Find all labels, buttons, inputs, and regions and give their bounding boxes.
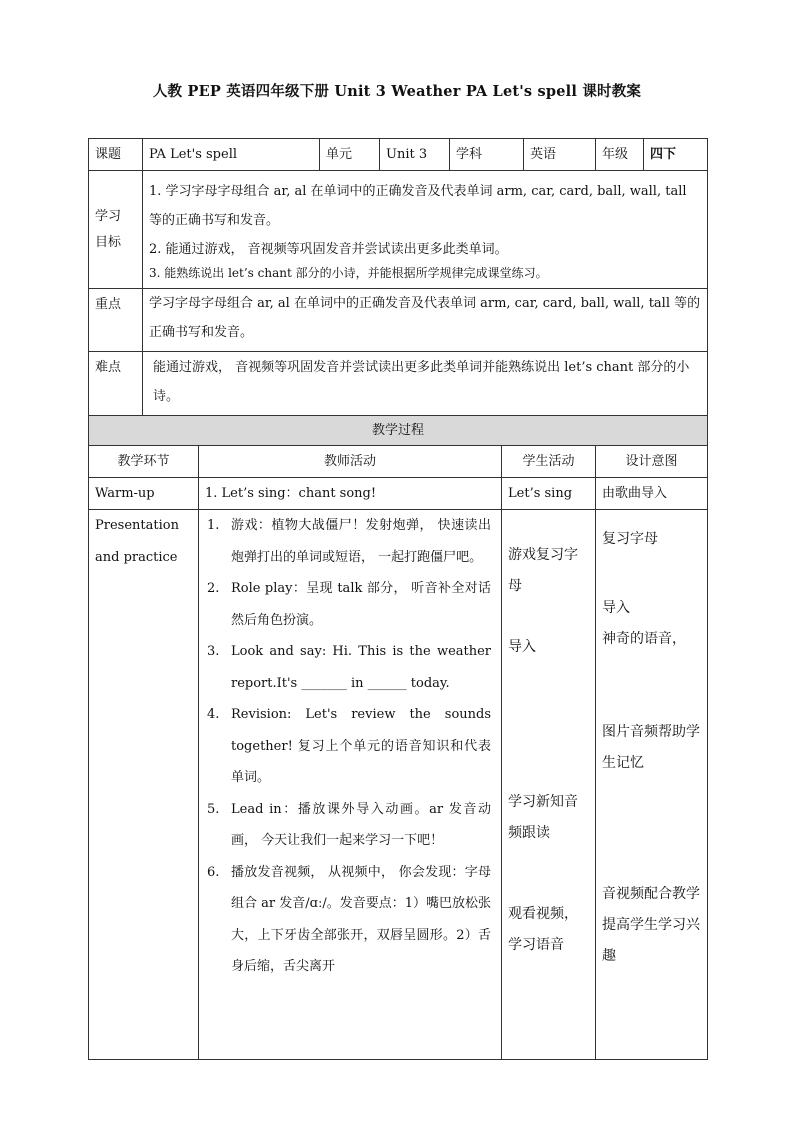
subject-value: 英语 (524, 139, 596, 171)
key-points-label: 重点 (89, 289, 143, 352)
goals-label-line2: 目标 (95, 234, 122, 250)
step-number: 6. (207, 864, 220, 880)
design-intent: 复习字母 (602, 531, 659, 547)
column-header-stage: 教学环节 (89, 446, 199, 478)
student-activity: 观看视频，学习语音 (508, 906, 579, 953)
goals-label (89, 171, 143, 289)
design-intent: 音视频配合教学提高学生学习兴趣 (602, 886, 701, 964)
warmup-stage: Warm-up (89, 478, 199, 510)
step-number: 1. (207, 518, 220, 533)
design-intent: 图片音频帮助学生记忆 (602, 724, 701, 771)
student-activity: 学习新知音频跟读 (508, 794, 579, 841)
goals-content (143, 171, 708, 289)
lesson-plan-table (88, 138, 707, 1060)
design-intent: 导入 (602, 600, 631, 616)
presentation-stage-line1: Presentation (95, 518, 179, 533)
step-text: 游戏：植物大战僵尸！发射炮弹， 快速读出炮弹打出的单词或短语， 一起打跑僵尸吧。 (231, 518, 492, 565)
grade-label: 年级 (596, 139, 644, 171)
teacher-step (201, 573, 491, 636)
teacher-step (201, 794, 491, 857)
step-text: Role play：呈现 talk 部分， 听音补全对话然后角色扮演。 (231, 581, 492, 628)
step-text: Revision: Let's review the sounds together! 复习上个单元的语音知识和代表单词。 (231, 707, 492, 785)
column-header-student: 学生活动 (502, 446, 596, 478)
step-text: Look and say: Hi. This is the weather report.It's _______ in ______ today. (231, 644, 492, 691)
presentation-stage (89, 510, 199, 1060)
grade-value: 四下 (644, 139, 708, 171)
teacher-step (201, 699, 491, 794)
presentation-teacher (199, 510, 502, 1060)
design-intent: 神奇的语音， (602, 631, 687, 647)
unit-label: 单元 (320, 139, 380, 171)
goal-item: 3. 能熟练说出 let’s chant 部分的小诗，并能根据所学规律完成课堂练习。 (149, 266, 548, 280)
warmup-teacher: 1. Let’s sing：chant song! (199, 478, 502, 510)
teacher-step (201, 636, 491, 699)
topic-value: PA Let's spell (143, 139, 320, 171)
presentation-intent (596, 510, 708, 1060)
goal-item: 1. 学习字母字母组合 ar, al 在单词中的正确发音及代表单词 arm, car, card, ball, wall, tall 等的正确书写和发音。 (149, 184, 687, 228)
warmup-student: Let’s sing (502, 478, 596, 510)
student-activity: 游戏复习字母 (508, 547, 579, 594)
document-title: 人教 PEP 英语四年级下册 Unit 3 Weather PA Let's spell 课时教案 (152, 83, 642, 100)
step-number: 2. (207, 581, 220, 596)
column-header-teacher: 教师活动 (199, 446, 502, 478)
unit-value: Unit 3 (380, 139, 450, 171)
subject-label: 学科 (450, 139, 524, 171)
topic-label: 课题 (89, 139, 143, 171)
step-number: 5. (207, 801, 220, 817)
process-heading: 教学过程 (89, 416, 708, 446)
difficulties-label: 难点 (89, 352, 143, 416)
presentation-stage-line2: and practice (95, 550, 178, 565)
step-number: 4. (207, 707, 220, 722)
presentation-student (502, 510, 596, 1060)
teacher-step (201, 857, 491, 983)
column-header-intent: 设计意图 (596, 446, 708, 478)
warmup-intent: 由歌曲导入 (596, 478, 708, 510)
goals-label-line1: 学习 (95, 208, 122, 224)
teacher-step (201, 510, 491, 573)
goal-item: 2. 能通过游戏， 音视频等巩固发音并尝试读出更多此类单词。 (149, 242, 508, 257)
difficulties-text: 能通过游戏， 音视频等巩固发音并尝试读出更多此类单词并能熟练说出 let’s chant 部分的小诗。 (143, 352, 708, 416)
step-text: 播放发音视频， 从视频中， 你会发现：字母组合 ar 发音/ɑː/。发音要点：1）嘴巴放松张大，上下牙齿全部张开，双唇呈圆形。2）舌身后缩，舌尖离开 (231, 864, 492, 974)
step-text: Lead in：播放课外导入动画。ar 发音动画， 今天让我们一起来学习一下吧！ (231, 801, 492, 848)
student-activity: 导入 (508, 639, 537, 655)
key-points-text: 学习字母字母组合 ar, al 在单词中的正确发音及代表单词 arm, car, card, ball, wall, tall 等的正确书写和发音。 (143, 289, 708, 352)
step-number: 3. (207, 644, 220, 659)
